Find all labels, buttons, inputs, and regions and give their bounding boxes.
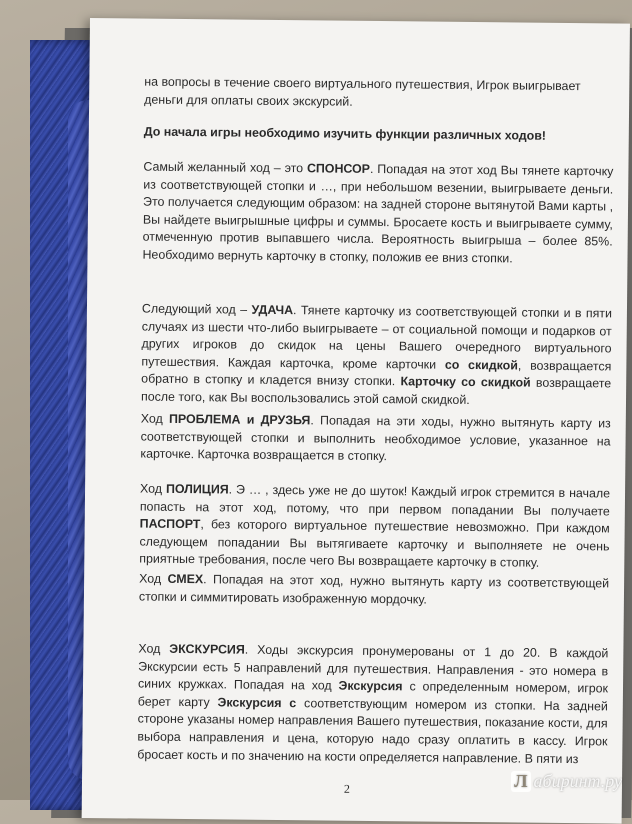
paragraph-police	[139, 481, 610, 574]
luck-mid2: , возвращается обратно в стопку и кладется внизу стопки.	[141, 358, 612, 389]
paragraph-excursion	[137, 641, 608, 769]
luck-pre: Следующий ход –	[141, 301, 252, 317]
intro-paragraph	[144, 74, 614, 114]
term-passport: ПАСПОРТ	[139, 516, 201, 532]
term-discount-card: Карточку со скидкой	[400, 374, 531, 391]
intro-line-2: деньги для оплаты своих экскурсий.	[144, 92, 353, 109]
watermark-text: абиринт.ру	[533, 771, 622, 791]
paragraph-luck	[141, 301, 612, 411]
excursion-mid1: . Ходы экскурсия пронумерованы от 1 до 20. В каждой Экскурсии есть 5 направлений для путешествия. Направления - это номера в синих кружках. Попадая на ход	[137, 642, 609, 693]
police-post: , без которого виртуальное путешествие невозможно. При каждом следующем попадании Вы вытягиваете карточку и выполняете не очень приятные требования, после чего Вы возвращаете карточку в стопку.	[139, 517, 610, 571]
intro-line-1: на вопросы в течение своего виртуального путешествия, Игрок выигрывает	[144, 74, 581, 94]
term-sponsor: СПОНСОР	[306, 161, 371, 176]
page-number: 2	[343, 781, 351, 796]
term-laugh: СМЕХ	[167, 571, 204, 587]
section-heading: До начала игры необходимо изучить функции различных ходов!	[143, 124, 547, 143]
laugh-post: . Попадая на этот ход, нужно вытянуть карту из соответствующей стопки и симмитировать изображенную мордочку.	[138, 572, 610, 607]
term-police: ПОЛИЦИЯ	[165, 481, 229, 497]
paragraph-sponsor	[142, 159, 613, 269]
excursion-pre: Ход	[138, 641, 170, 656]
problem-post: . Попадая на эти ходы, нужно вытянуть карту из соответствующей стопки и выполнить необходимое условие, указанное на карточке. Карточка возвращается в стопку.	[140, 413, 611, 464]
paragraph-laugh	[139, 571, 609, 611]
term-excursion-card: Экскурсия с	[217, 695, 297, 710]
term-excursion: ЭКСКУРСИЯ	[169, 641, 245, 657]
excursion-post: соответствующим номером из стопки. На задней стороне указаны номер направления Вашего путешествия, показание кости, для выбора направления и цена, которую надо сразу оплатить в кассу. Игрок бросает кость и по значению на кости определяется направление. В пяти из	[137, 695, 608, 766]
paragraph-problem	[140, 411, 611, 469]
term-luck: УДАЧА	[251, 302, 294, 318]
problem-pre: Ход	[140, 411, 170, 426]
term-problem: ПРОБЛЕМА и ДРУЗЬЯ	[168, 411, 311, 428]
police-pre: Ход	[140, 481, 167, 496]
laugh-pre: Ход	[139, 571, 168, 586]
sponsor-pre: Самый желанный ход – это	[143, 159, 308, 176]
term-discount: со скидкой	[444, 357, 518, 373]
sponsor-post: . Попадая на этот ход Вы тянете карточку из соответствующей стопки и …, при небольшом везении, выигрываете деньги. Это получается следующим образом: на задней стороне вытянутой Вами карты , Вы найдете выигрышные цифры и суммы. Бросаете кость и выигрываете сумму, отмеченную против выпавшего числа. Вероятность выигрыша – более 85%. Необходимо вернуть карточку в стопку, положив ее вниз стопки.	[142, 161, 614, 266]
excursion-mid2: с определенным номером, игрок берет карту	[137, 679, 609, 710]
police-mid: . Э … , здесь уже не до шуток! Каждый игрок стремится в начале попасть на этот ход, потому, что при первом попадании Вы получаете	[139, 482, 611, 519]
luck-post: возвращаете после того, как Вы воспользовались этой самой скидкой.	[140, 376, 612, 407]
document-page	[82, 18, 630, 824]
watermark-badge: Л	[511, 771, 530, 792]
watermark-logo	[511, 771, 622, 792]
luck-mid1: . Тянете карточку из соответствующей стопки и в пяти случаях из шести что-либо выигрываете – от социальной помощи и подарков от других игроков до скидок на цены Вашего очередного виртуального путешествия. Каждая карточка, кроме карточки	[141, 303, 613, 372]
term-excursion-2: Экскурсия	[338, 678, 403, 694]
